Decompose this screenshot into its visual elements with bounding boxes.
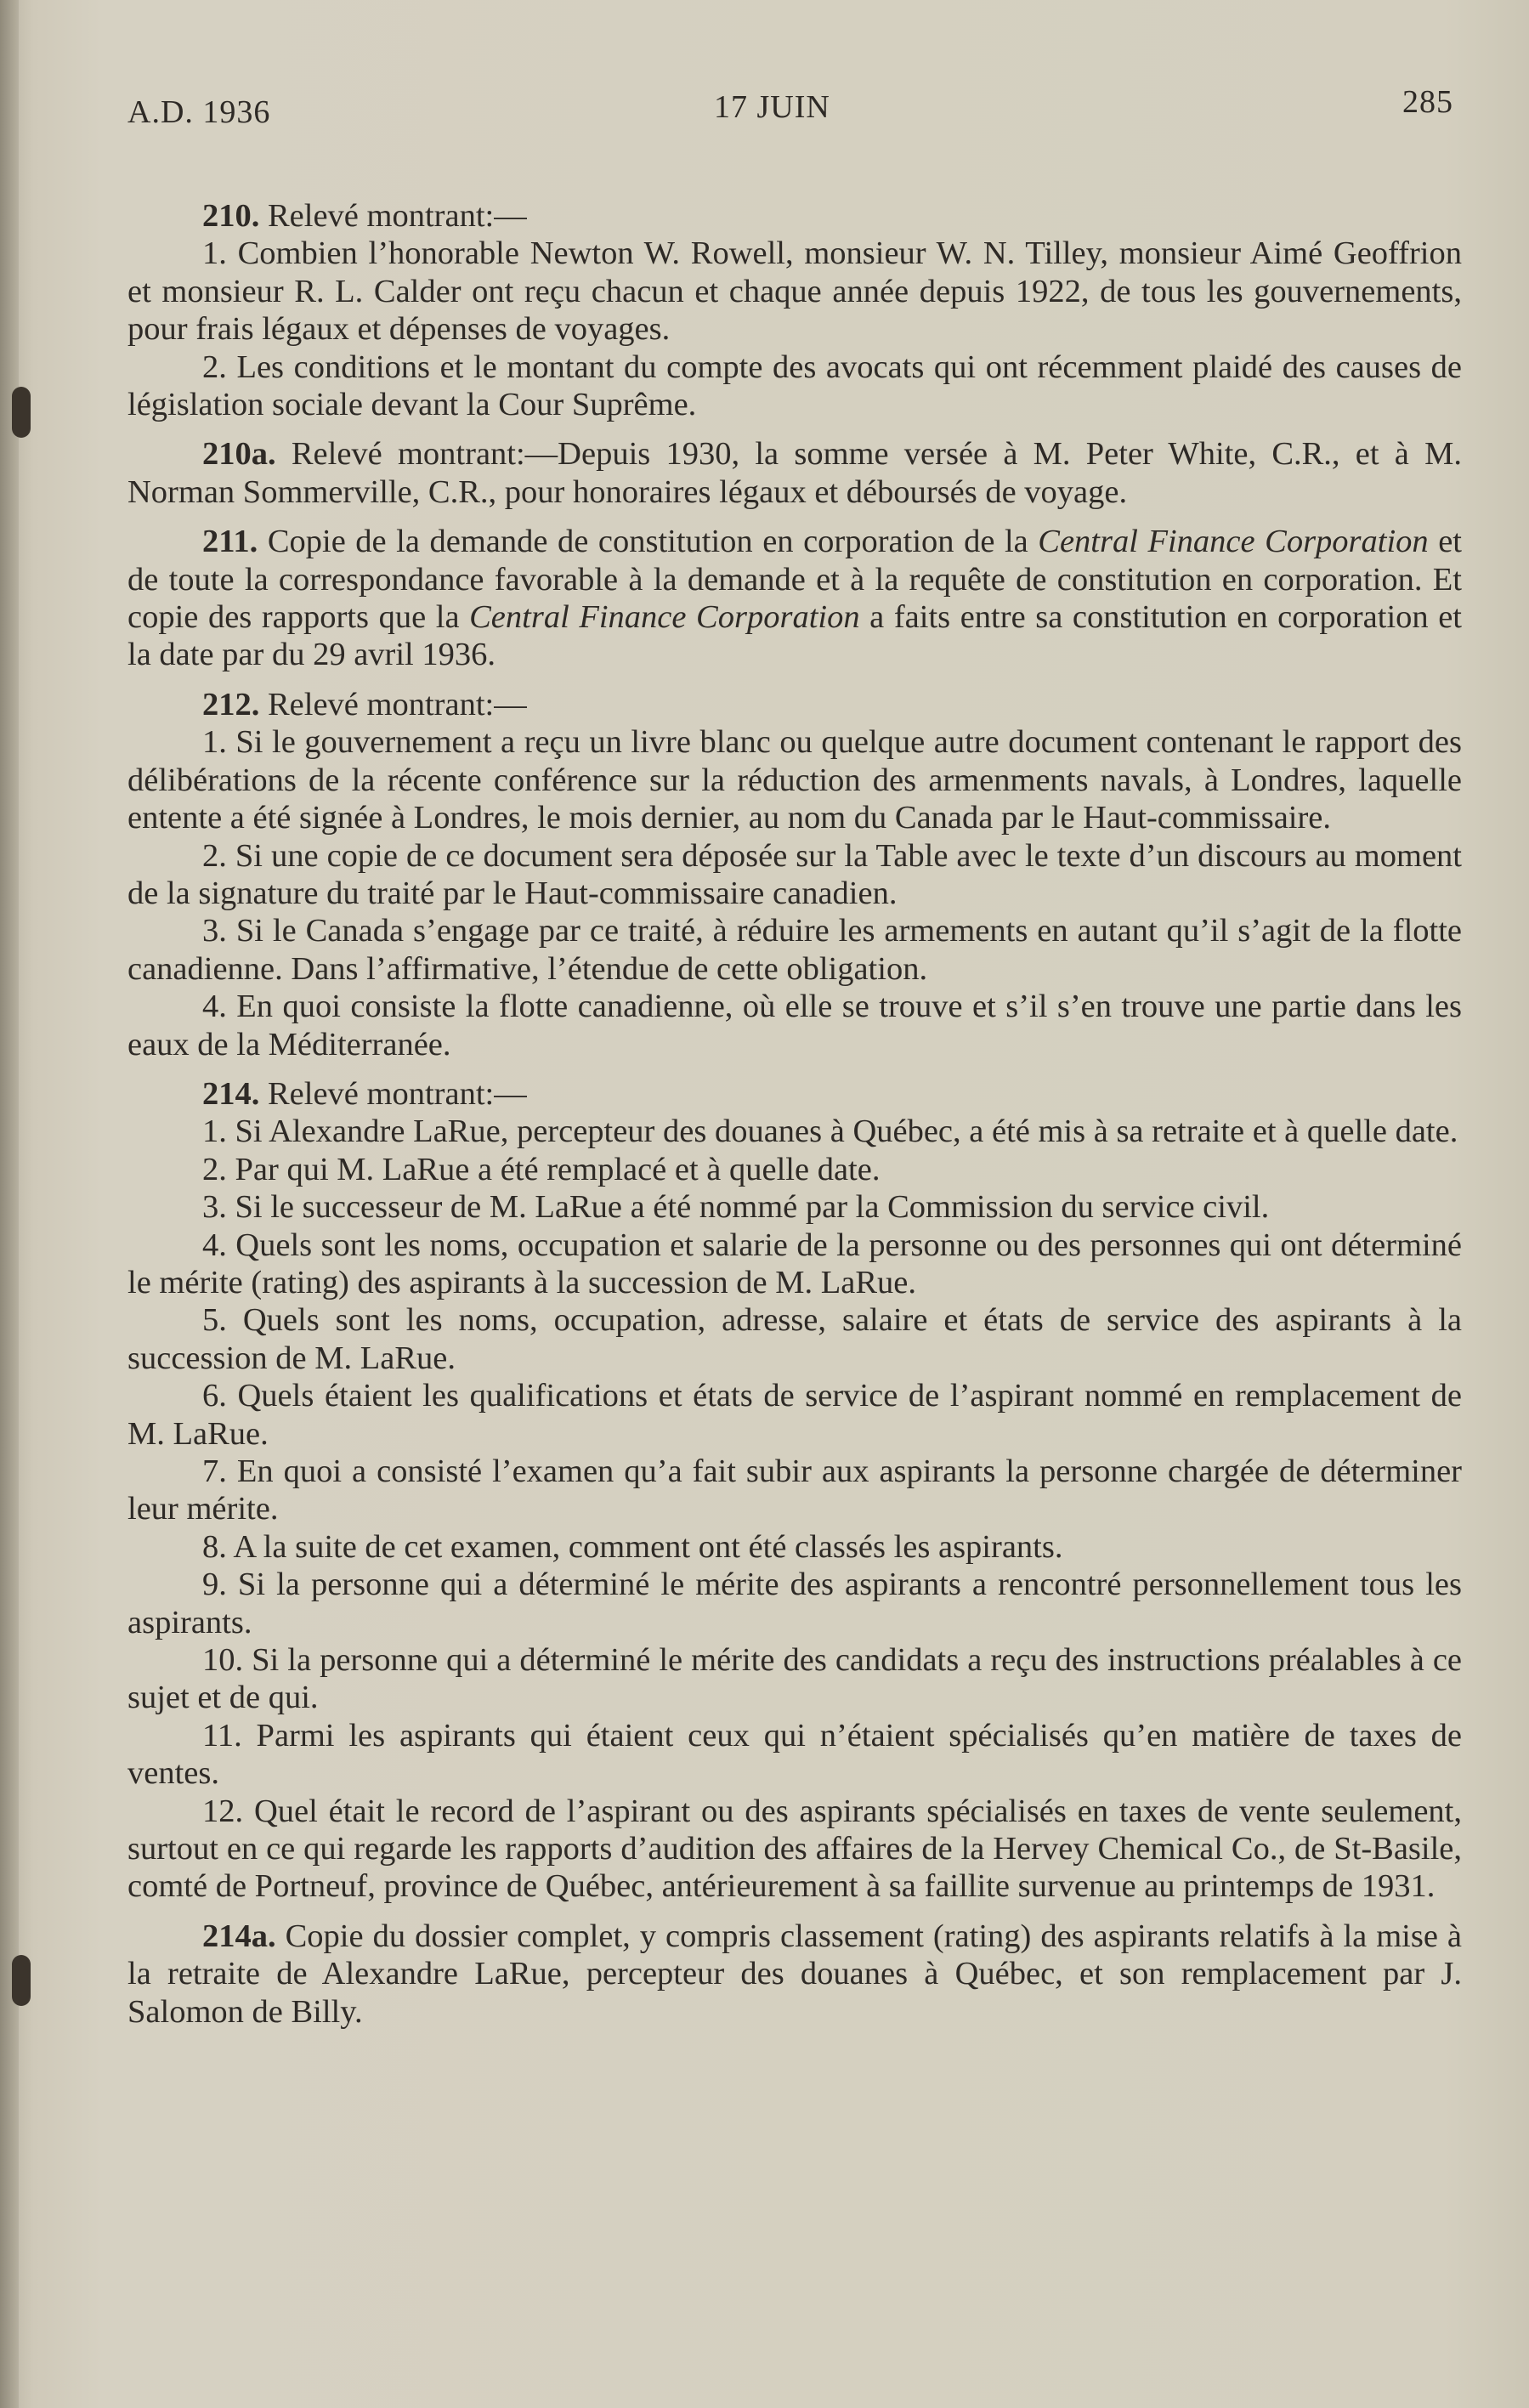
entry-number: 212. — [202, 686, 260, 722]
list-item: 3. Si le Canada s’engage par ce traité, à réduire les armements en autant qu’il s’agit de la flotte canadienne. Dans l’affirmative, l’étendue de cette obligation. — [127, 913, 1462, 987]
text-segment: a faits entre sa constitution en corporation et la date par du 29 avril 1936. — [127, 599, 1463, 673]
text-segment: Copie de la demande de constitution en corporation de la — [267, 524, 1039, 560]
text-segment: et de toute la correspondance favorable à la demande et à la requête de constitution en corporation. Et copie des rapports que la — [127, 524, 1462, 636]
entry-text: Copie du dossier complet, y compris classement (rating) des aspirants relatifs à la mise à la retraite de Alexandre LaRue, percepteur des douanes à Québec, et son remplacement par J. Salomon de Billy. — [127, 1918, 1463, 2030]
entry-212 — [127, 686, 1462, 1063]
entry-heading — [127, 1075, 1462, 1113]
entry-number: 214. — [202, 1075, 260, 1112]
header-date: 17 JUIN — [714, 89, 830, 125]
list-item: 2. Les conditions et le montant du compte des avocats qui ont récemment plaidé des causes de législation sociale devant la Cour Suprême. — [127, 348, 1462, 423]
list-item: 6. Quels étaient les qualifications et états de service de l’aspirant nommé en remplacement de M. LaRue. — [127, 1378, 1462, 1452]
list-item: 5. Quels sont les noms, occupation, adresse, salaire et états de service des aspirants à la succession de M. LaRue. — [127, 1302, 1462, 1376]
list-item: 4. En quoi consiste la flotte canadienne, où elle se trouve et s’il s’en trouve une partie dans les eaux de la Méditerranée. — [127, 989, 1462, 1062]
list-item: 8. A la suite de cet examen, comment ont été classés les aspirants. — [202, 1528, 1063, 1565]
binding-hole-top — [12, 387, 31, 438]
list-item: 1. Si le gouvernement a reçu un livre blanc ou quelque autre document contenant le rapport des délibérations de la récente conférence sur la réduction des armenments navals, à Londres, laquelle entente a été signée à Londres, le mois dernier, au nom du Canada par le Haut-commissaire. — [127, 724, 1462, 836]
entry-210 — [127, 197, 1462, 423]
company-name-italic: Central Finance Corporation — [469, 599, 860, 636]
binding-hole-bottom — [12, 1955, 31, 2006]
entry-heading — [127, 197, 1462, 235]
entry-head: Relevé montrant:— — [268, 686, 527, 722]
company-name-italic: Central Finance Corporation — [1038, 524, 1429, 560]
list-item: 7. En quoi a consisté l’examen qu’a fait subir aux aspirants la personne chargée de déterminer leur mérite. — [127, 1453, 1462, 1527]
page-number: 285 — [1402, 84, 1453, 120]
page-header — [127, 83, 1453, 134]
list-item: 2. Si une copie de ce document sera déposée sur la Table avec le texte d’un discours au moment de la signature du traité par le Haut-commissaire canadien. — [127, 837, 1462, 911]
list-item: 1. Combien l’honorable Newton W. Rowell, monsieur W. N. Tilley, monsieur Aimé Geoffrion et monsieur R. L. Calder ont reçu chacun et chaque année depuis 1922, de tous les gouvernements, pour frais légaux et dépenses de voyages. — [127, 235, 1462, 348]
entry-text: Relevé montrant:—Depuis 1930, la somme versée à M. Peter White, C.R., et à M. Norman Sommerville, C.R., pour honoraires légaux et déboursés de voyage. — [127, 436, 1462, 510]
document-body — [127, 197, 1462, 2043]
entry-paragraph — [127, 435, 1462, 511]
list-item: 2. Par qui M. LaRue a été remplacé et à quelle date. — [202, 1151, 881, 1187]
entry-211 — [127, 523, 1462, 674]
entry-paragraph — [127, 1918, 1462, 2031]
list-item: 12. Quel était le record de l’aspirant ou des aspirants spécialisés en taxes de vente seulement, surtout en ce qui regarde les rapports d’audition des affaires de la Hervey Chemical Co., de St-Basile, comté de Portneuf, province de Québec, antérieurement à sa faillite survenue au printemps de 1931. — [127, 1793, 1462, 1905]
entry-number: 211. — [202, 524, 258, 560]
list-item: 4. Quels sont les noms, occupation et salarie de la personne ou des personnes qui ont déterminé le mérite (rating) des aspirants à la succession de M. LaRue. — [127, 1227, 1462, 1300]
header-year: A.D. 1936 — [127, 94, 271, 130]
entry-214 — [127, 1075, 1462, 1906]
entry-number: 210a. — [202, 436, 276, 473]
entry-214a — [127, 1918, 1462, 2031]
list-item: 9. Si la personne qui a déterminé le mérite des aspirants a rencontré personnellement tous les aspirants. — [127, 1567, 1462, 1640]
entry-number: 210. — [202, 198, 260, 234]
entry-head: Relevé montrant:— — [268, 198, 527, 234]
entry-number: 214a. — [202, 1918, 276, 1954]
entry-head: Relevé montrant:— — [268, 1075, 527, 1112]
entry-heading — [127, 686, 1462, 723]
list-item: 10. Si la personne qui a déterminé le mérite des candidats a reçu des instructions préalables à ce sujet et de qui. — [127, 1642, 1462, 1716]
list-item: 11. Parmi les aspirants qui étaient ceux qui n’étaient spécialisés qu’en matière de taxes de ventes. — [127, 1717, 1462, 1792]
entry-210a — [127, 435, 1462, 511]
list-item: 1. Si Alexandre LaRue, percepteur des douanes à Québec, a été mis à sa retraite et à quelle date. — [202, 1113, 1458, 1150]
entry-paragraph — [127, 523, 1462, 674]
book-spine — [0, 0, 19, 2408]
list-item: 3. Si le successeur de M. LaRue a été nommé par la Commission du service civil. — [202, 1189, 1270, 1226]
